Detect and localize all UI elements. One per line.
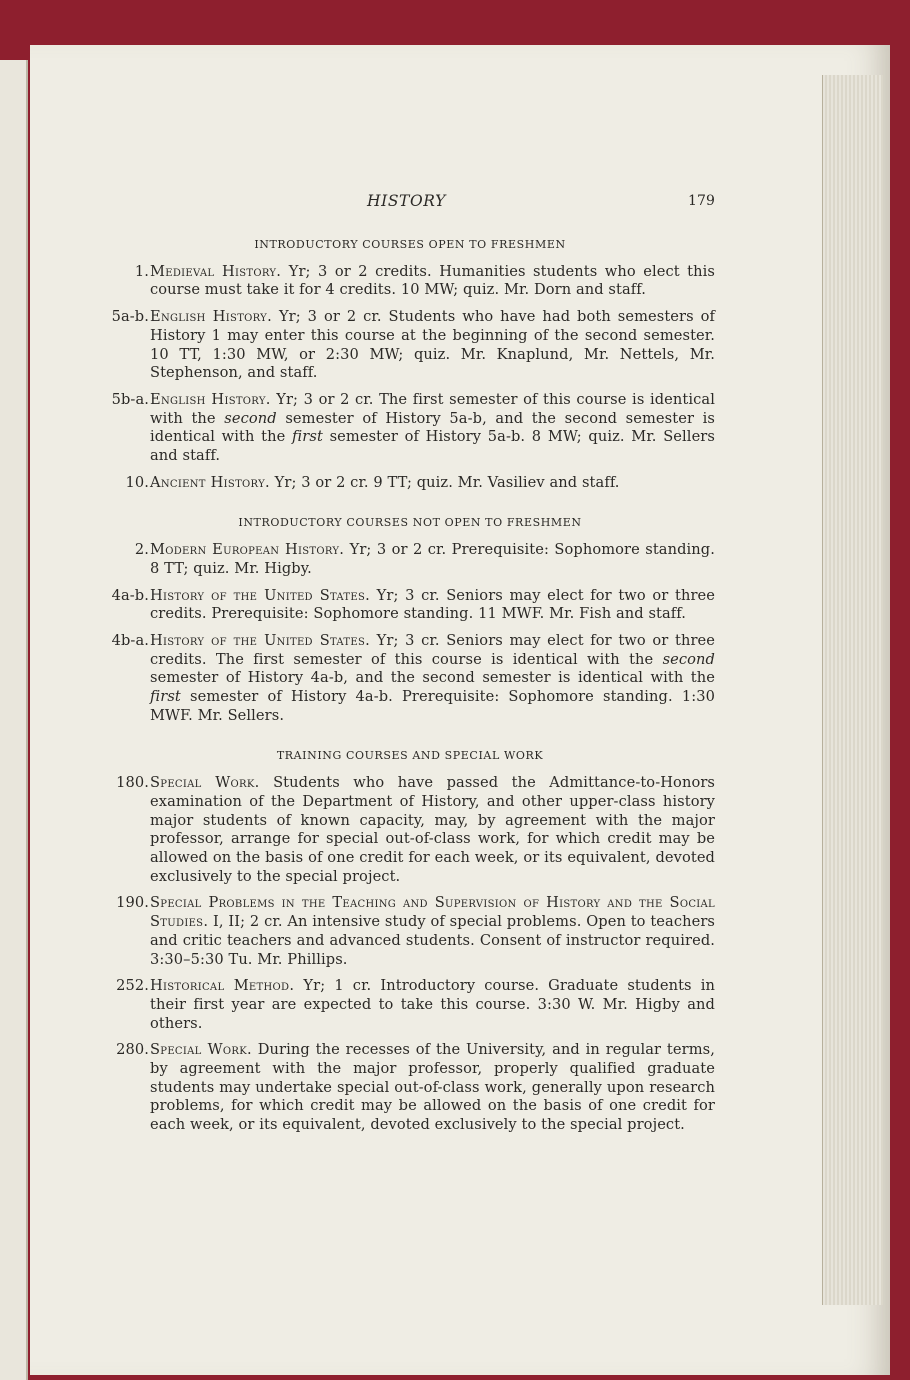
course-description: During the recesses of the University, and in regular terms, by agreement with the major professor, properly qualified graduate students may undertake special out-of-class work, generally upon research problems, for which credit may be allowed on the basis of one credit for each week, or its equivalent, devoted exclusively to the special project. [150, 1041, 715, 1134]
course-description: Yr; 3 cr. Seniors may elect for two or three credits. Prerequisite: Sophomore standing. 11 MWF. Mr. Fish and staff. [150, 586, 715, 623]
page-number: 179 [687, 193, 715, 209]
running-head-title: HISTORY [367, 192, 446, 210]
page-stack-edges [822, 75, 883, 1305]
course-entry [105, 541, 715, 578]
course-number: 1. [134, 262, 149, 280]
course-number: 180. [116, 774, 149, 792]
course-description: Yr; 3 or 2 credits. Humanities students who elect this course must take it for 4 credits. 10 MW; quiz. Mr. Dorn and staff. [150, 262, 715, 299]
italic-term: first [150, 688, 181, 706]
course-number: 252. [116, 977, 149, 995]
course-entry [105, 774, 715, 886]
italic-term: first [292, 428, 323, 446]
page-content [105, 190, 715, 1143]
course-number: 5b-a. [111, 390, 149, 408]
course-title: Historical Method. [150, 977, 295, 995]
course-title: Special Work. [150, 1041, 252, 1059]
course-title: History of the United States. [150, 586, 371, 604]
course-entry [105, 894, 715, 969]
course-description: Yr; 3 or 2 cr. Prerequisite: Sophomore standing. 8 TT; quiz. Mr. Higby. [150, 541, 715, 577]
section-heading: INTRODUCTORY COURSES NOT OPEN TO FRESHMEN [238, 516, 582, 530]
course-description: Yr; 3 or 2 cr. Students who have had both semesters of History 1 may enter this course at the beginning of the second semester. 10 TT, 1:30 MW, or 2:30 MW; quiz. Mr. Knaplund, Mr. Nettels, Mr. Stephenson, and staff. [150, 308, 716, 382]
course-title: Medieval History. [150, 262, 282, 280]
course-entry [105, 1041, 715, 1135]
course-number: 280. [116, 1041, 149, 1059]
course-description-part: semester of History 4a-b. Prerequisite: Sophomore standing. 1:30 MWF. Mr. Sellers. [150, 688, 715, 724]
course-description-part: Yr; 3 or 2 cr. The first semester of this course is identical with the [150, 390, 715, 427]
course-description-part: Yr; 3 cr. Seniors may elect for two or three credits. The first semester of this course is identical with the [150, 631, 715, 668]
course-number: 2. [134, 541, 149, 559]
course-title: Special Work. [150, 774, 260, 792]
course-entry [105, 632, 715, 726]
course-description-part: semester of History 5a-b, and the second semester is identical with the [150, 409, 715, 446]
course-number: 4a-b. [111, 586, 149, 604]
course-description-part: semester of History 5a-b. 8 MW; quiz. Mr. Sellers and staff. [150, 428, 715, 465]
course-entry [105, 977, 715, 1033]
course-title: History of the United States. [150, 631, 371, 649]
course-description: Yr; 1 cr. Introductory course. Graduate students in their first year are expected to take this course. 3:30 W. Mr. Higby and others. [150, 977, 715, 1032]
section-heading: INTRODUCTORY COURSES OPEN TO FRESHMEN [254, 238, 566, 251]
course-entry [105, 308, 715, 383]
course-number: 190. [116, 894, 149, 912]
course-title: Ancient History. [150, 473, 270, 491]
section-heading: TRAINING COURSES AND SPECIAL WORK [276, 749, 544, 763]
course-entry [105, 263, 715, 300]
course-number: 4b-a. [111, 631, 149, 649]
previous-page-edge [0, 60, 28, 1380]
course-number: 5a-b. [111, 308, 149, 326]
course-title: English History. [150, 308, 273, 326]
course-entry [105, 391, 715, 466]
course-description: Students who have passed the Admittance-to-Honors examination of the Department of History, and other upper-class history major students of known capacity, may, by agreement with the major professor, arrange for special out-of-class work, for which credit may be allowed on the basis of one credit for each week, or its equivalent, devoted exclusively to the special project. [150, 774, 715, 885]
course-description-part: semester of History 4a-b, and the second semester is identical with the [150, 669, 715, 687]
course-description: I, II; 2 cr. An intensive study of special problems. Open to teachers and critic teachers and advanced students. Consent of instructor required. 3:30–5:30 Tu. Mr. Phillips. [150, 913, 715, 968]
course-description: Yr; 3 or 2 cr. 9 TT; quiz. Mr. Vasiliev and staff. [274, 473, 620, 491]
course-entry [105, 587, 715, 624]
italic-term: second [662, 650, 715, 668]
course-entry [105, 474, 715, 493]
running-head [105, 190, 715, 212]
course-number: 10. [125, 473, 149, 491]
course-title: Modern European History. [150, 541, 345, 559]
course-title: English History. [150, 390, 271, 408]
italic-term: second [224, 409, 277, 427]
course-title: Special Problems in the Teaching and Supervision of History and the Social Studies. [150, 894, 715, 931]
